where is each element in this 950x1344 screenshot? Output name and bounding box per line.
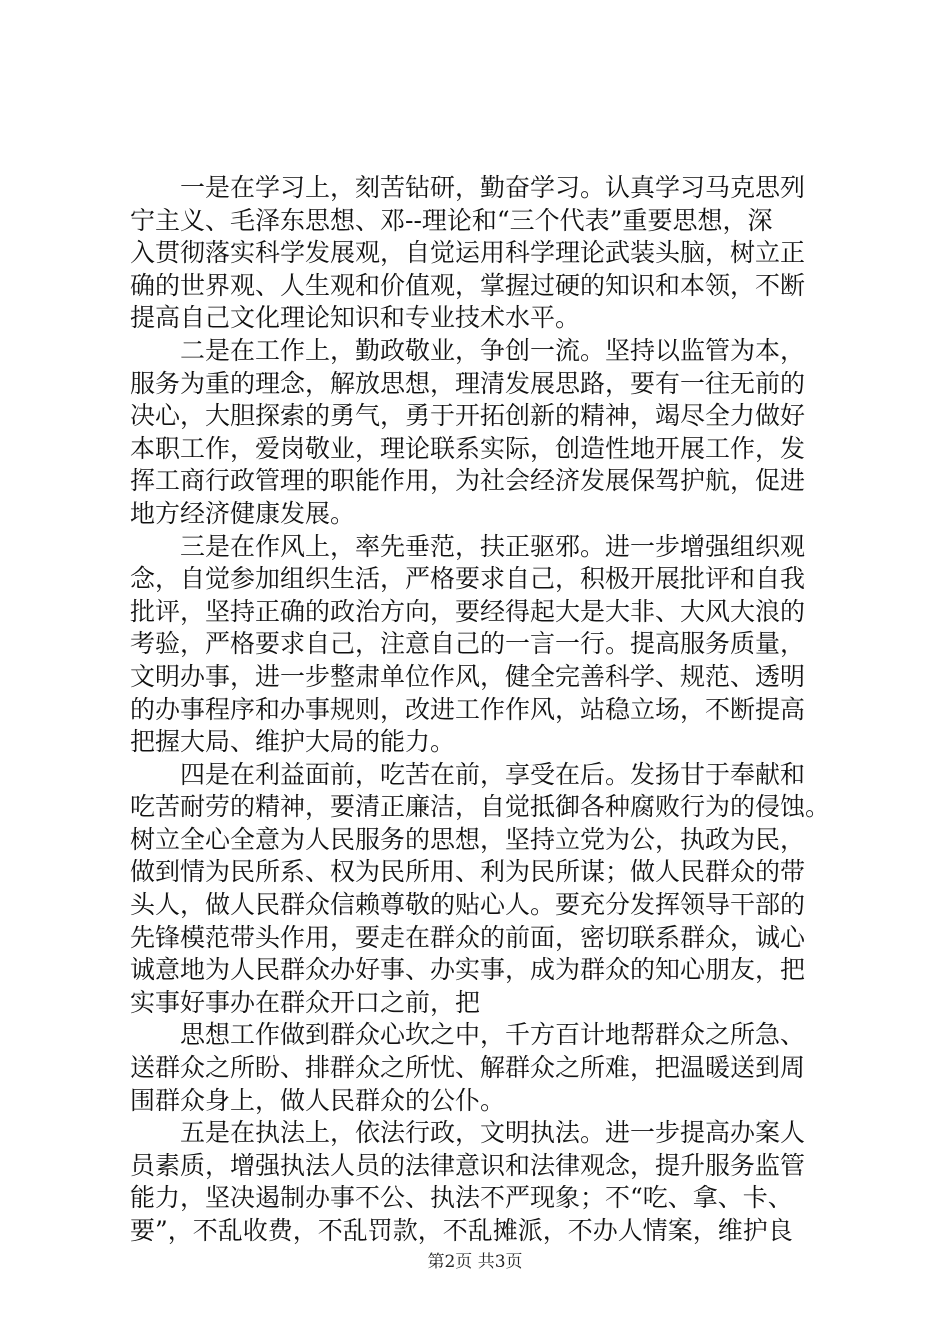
text-line: 念，自觉参加组织生活，严格要求自己，积极开展批评和自我 — [130, 564, 806, 594]
text-line: 文明办事，进一步整肃单位作风，健全完善科学、规范、透明 — [130, 661, 806, 691]
text-line: 批评，坚持正确的政治方向，要经得起大是大非、大风大浪的 — [130, 596, 806, 626]
text-line: 四是在利益面前，吃苦在前，享受在后。发扬甘于奉献和 — [130, 759, 806, 789]
text-line: 考验，严格要求自己，注意自己的一言一行。提高服务质量， — [130, 629, 806, 659]
text-line: 提高自己文化理论知识和专业技术水平。 — [130, 303, 581, 333]
text-line: 的办事程序和办事规则，改进工作作风，站稳立场，不断提高 — [130, 694, 806, 724]
text-line: 围群众身上，做人民群众的公仆。 — [130, 1085, 506, 1115]
text-line: 挥工商行政管理的职能作用，为社会经济发展保驾护航，促进 — [130, 466, 806, 496]
text-line: 五是在执法上，依法行政，文明执法。进一步提高办案人 — [130, 1118, 806, 1148]
text-line: 做到情为民所系、权为民所用、利为民所谋；做人民群众的带 — [130, 857, 806, 887]
text-line: 头人，做人民群众信赖尊敬的贴心人。要充分发挥领导干部的 — [130, 890, 806, 920]
text-line: 宁主义、毛泽东思想、邓--理论和“三个代表”重要思想，深 — [130, 205, 773, 235]
text-line: 本职工作，爱岗敬业，理论联系实际，创造性地开展工作，发 — [130, 433, 806, 463]
text-line: 三是在作风上，率先垂范，扶正驱邪。进一步增强组织观 — [130, 531, 806, 561]
text-line: 树立全心全意为人民服务的思想，坚持立党为公，执政为民， — [130, 824, 806, 854]
text-line: 把握大局、维护大局的能力。 — [130, 727, 456, 757]
text-line: 要”，不乱收费，不乱罚款，不乱摊派，不办人情案，维护良 — [130, 1216, 793, 1245]
text-line: 先锋模范带头作用，要走在群众的前面，密切联系群众，诚心 — [130, 922, 806, 952]
text-line: 实事好事办在群众开口之前，把 — [130, 987, 481, 1017]
text-line: 入贯彻落实科学发展观，自觉运用科学理论武装头脑，树立正 — [130, 238, 806, 268]
text-line: 二是在工作上，勤政敬业，争创一流。坚持以监管为本， — [130, 335, 806, 365]
page-number-footer: 第2页 共3页 — [427, 1252, 523, 1272]
text-line: 思想工作做到群众心坎之中，千方百计地帮群众之所急、 — [130, 1020, 806, 1050]
text-line: 决心，大胆探索的勇气，勇于开拓创新的精神，竭尽全力做好 — [130, 401, 806, 431]
text-line: 能力，坚决遏制办事不公、执法不严现象；不“吃、拿、卡、 — [130, 1183, 793, 1213]
text-line: 地方经济健康发展。 — [130, 498, 356, 528]
document-body — [130, 172, 830, 1248]
text-line: 诚意地为人民群众办好事、办实事，成为群众的知心朋友，把 — [130, 955, 806, 985]
text-line: 送群众之所盼、排群众之所忧、解群众之所难，把温暖送到周 — [130, 1053, 806, 1083]
text-line: 服务为重的理念，解放思想，理清发展思路，要有一往无前的 — [130, 368, 806, 398]
text-line: 吃苦耐劳的精神，要清正廉洁，自觉抵御各种腐败行为的侵蚀。 — [130, 792, 831, 822]
text-line: 确的世界观、人生观和价值观，掌握过硬的知识和本领，不断 — [130, 270, 806, 300]
text-line: 员素质，增强执法人员的法律意识和法律观念，提升服务监管 — [130, 1150, 806, 1180]
text-line: 一是在学习上，刻苦钻研，勤奋学习。认真学习马克思列 — [130, 173, 806, 202]
